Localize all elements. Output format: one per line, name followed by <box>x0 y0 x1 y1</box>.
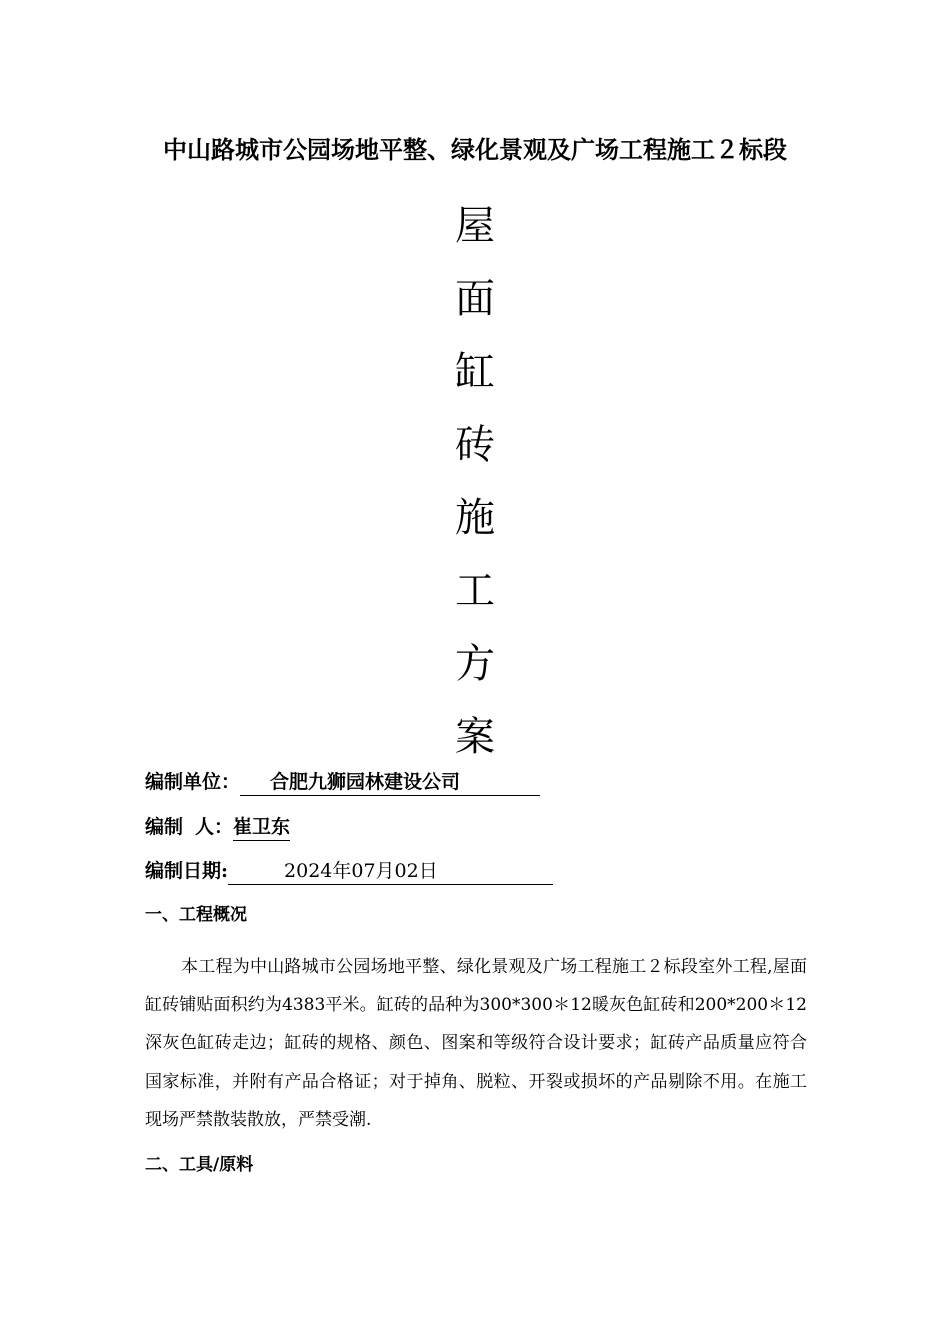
project-title: 中山路城市公园场地平整、绿化景观及广场工程施工２标段 <box>163 135 787 164</box>
compiling-unit-row <box>145 767 540 797</box>
compiler-value: 崔卫东 <box>233 814 290 841</box>
compiling-unit-label: 编制单位： <box>145 771 241 793</box>
section-heading-tools: 二、工具/原料 <box>145 1155 254 1175</box>
section-body-overview: 本工程为中山路城市公园场地平整、绿化景观及广场工程施工２标段室外工程,屋面缸砖铺贴面积约为4383平米。缸砖的品种为300*300＊12暖灰色缸砖和200*200＊12深灰色缸砖走边；缸砖的规格、颜色、图案和等级符合设计要求；缸砖产品质量应符合国家标准，并附有产品合格证；对于掉角、脱粒、开裂或损坏的产品剔除不用。在施工现场严禁散装散放，严禁受潮. <box>145 957 807 1130</box>
document-title-char: 方 <box>455 641 495 687</box>
section-heading-overview: 一、工程概况 <box>145 905 247 925</box>
compiler-label-part1: 编制 <box>145 816 184 838</box>
document-title-char: 工 <box>455 568 495 614</box>
document-title-char: 砖 <box>455 422 495 468</box>
compiling-unit-value: 合肥九狮园林建设公司 <box>240 769 540 796</box>
compiler-label-part2: 人： <box>195 816 234 838</box>
compile-date-row <box>145 856 553 886</box>
compile-date-value: 2024年07月02日 <box>228 858 553 885</box>
document-title-char: 施 <box>455 495 495 541</box>
document-title-vertical <box>425 190 525 774</box>
document-title-char: 面 <box>455 276 495 322</box>
compiler-row <box>145 812 290 842</box>
document-title-char: 缸 <box>455 349 495 395</box>
document-title-char: 案 <box>455 714 495 760</box>
document-title-char: 屋 <box>455 203 495 249</box>
compile-date-label: 编制日期: <box>145 860 229 882</box>
